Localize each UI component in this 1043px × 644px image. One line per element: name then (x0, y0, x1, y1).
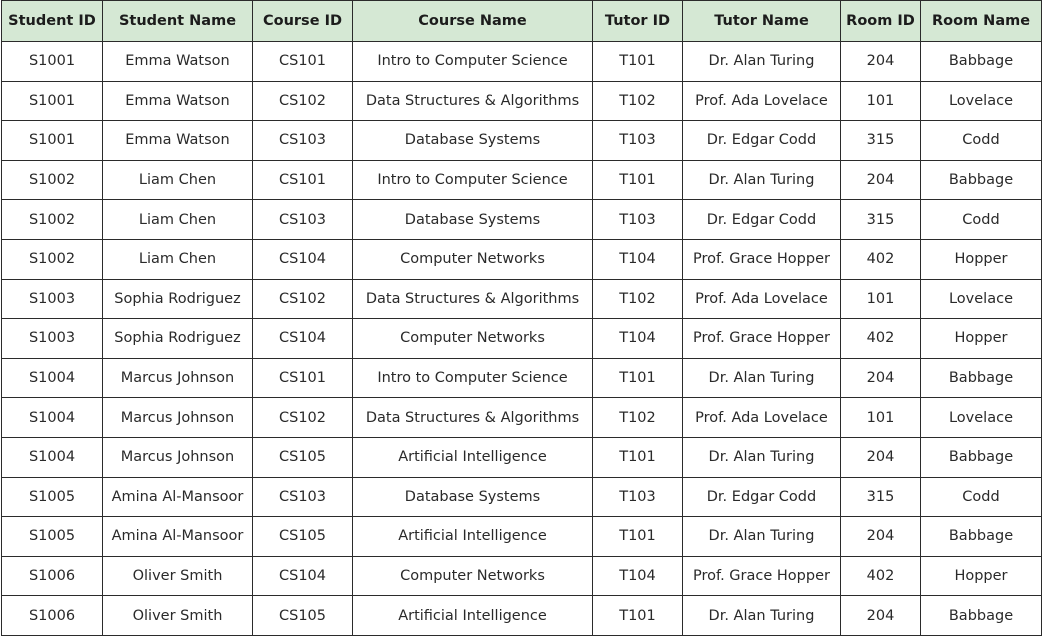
cell-course-id: CS105 (253, 596, 353, 636)
table-row (2, 319, 1042, 359)
cell-tutor-id: T101 (593, 358, 683, 398)
cell-course-id: CS101 (253, 42, 353, 82)
cell-student-id: S1001 (2, 121, 103, 161)
cell-room-name: Codd (921, 200, 1042, 240)
cell-course-name: Data Structures & Algorithms (353, 81, 593, 121)
column-header-tutor-id: Tutor ID (593, 1, 683, 42)
cell-course-id: CS101 (253, 160, 353, 200)
cell-student-name: Marcus Johnson (103, 398, 253, 438)
cell-student-id: S1004 (2, 437, 103, 477)
cell-course-name: Intro to Computer Science (353, 42, 593, 82)
cell-student-name: Liam Chen (103, 200, 253, 240)
cell-course-id: CS101 (253, 358, 353, 398)
cell-room-name: Babbage (921, 517, 1042, 557)
cell-room-name: Babbage (921, 160, 1042, 200)
cell-tutor-name: Prof. Ada Lovelace (683, 81, 841, 121)
cell-student-id: S1002 (2, 239, 103, 279)
cell-course-name: Intro to Computer Science (353, 160, 593, 200)
table-row (2, 279, 1042, 319)
table-row (2, 398, 1042, 438)
cell-room-id: 315 (841, 200, 921, 240)
cell-tutor-id: T102 (593, 81, 683, 121)
cell-tutor-name: Prof. Grace Hopper (683, 556, 841, 596)
cell-tutor-name: Prof. Grace Hopper (683, 319, 841, 359)
cell-tutor-id: T101 (593, 437, 683, 477)
column-header-student-name: Student Name (103, 1, 253, 42)
table-row (2, 477, 1042, 517)
cell-tutor-name: Dr. Alan Turing (683, 596, 841, 636)
cell-tutor-name: Dr. Edgar Codd (683, 121, 841, 161)
cell-tutor-name: Dr. Alan Turing (683, 358, 841, 398)
cell-course-name: Computer Networks (353, 239, 593, 279)
table-row (2, 517, 1042, 557)
column-header-tutor-name: Tutor Name (683, 1, 841, 42)
cell-tutor-name: Dr. Edgar Codd (683, 200, 841, 240)
table-row (2, 160, 1042, 200)
cell-room-id: 101 (841, 398, 921, 438)
cell-student-name: Sophia Rodriguez (103, 279, 253, 319)
cell-course-name: Intro to Computer Science (353, 358, 593, 398)
table-header-row (2, 1, 1042, 42)
cell-student-name: Emma Watson (103, 42, 253, 82)
table-row (2, 81, 1042, 121)
cell-course-name: Data Structures & Algorithms (353, 279, 593, 319)
table-row (2, 358, 1042, 398)
cell-student-name: Liam Chen (103, 160, 253, 200)
cell-student-name: Amina Al-Mansoor (103, 517, 253, 557)
cell-tutor-id: T103 (593, 200, 683, 240)
cell-room-id: 204 (841, 437, 921, 477)
cell-student-id: S1001 (2, 42, 103, 82)
cell-course-id: CS102 (253, 398, 353, 438)
table-row (2, 200, 1042, 240)
cell-student-id: S1005 (2, 517, 103, 557)
cell-tutor-name: Prof. Ada Lovelace (683, 398, 841, 438)
enrollment-table (1, 0, 1042, 636)
cell-course-name: Database Systems (353, 121, 593, 161)
column-header-student-id: Student ID (2, 1, 103, 42)
cell-room-name: Codd (921, 121, 1042, 161)
cell-student-id: S1001 (2, 81, 103, 121)
cell-room-id: 402 (841, 556, 921, 596)
cell-student-name: Amina Al-Mansoor (103, 477, 253, 517)
cell-room-id: 204 (841, 517, 921, 557)
cell-course-name: Artificial Intelligence (353, 517, 593, 557)
column-header-course-id: Course ID (253, 1, 353, 42)
table-row (2, 596, 1042, 636)
cell-student-name: Emma Watson (103, 81, 253, 121)
cell-student-id: S1002 (2, 160, 103, 200)
cell-room-id: 204 (841, 42, 921, 82)
cell-room-id: 402 (841, 319, 921, 359)
cell-student-name: Liam Chen (103, 239, 253, 279)
cell-course-name: Database Systems (353, 477, 593, 517)
table-row (2, 437, 1042, 477)
cell-student-name: Oliver Smith (103, 556, 253, 596)
cell-tutor-name: Dr. Alan Turing (683, 437, 841, 477)
cell-tutor-id: T104 (593, 319, 683, 359)
cell-course-name: Computer Networks (353, 556, 593, 596)
cell-course-id: CS104 (253, 239, 353, 279)
table-row (2, 121, 1042, 161)
cell-room-id: 402 (841, 239, 921, 279)
column-header-course-name: Course Name (353, 1, 593, 42)
cell-course-id: CS105 (253, 437, 353, 477)
cell-tutor-name: Prof. Grace Hopper (683, 239, 841, 279)
cell-student-id: S1004 (2, 398, 103, 438)
cell-room-id: 204 (841, 358, 921, 398)
cell-student-id: S1005 (2, 477, 103, 517)
cell-tutor-id: T103 (593, 121, 683, 161)
cell-tutor-name: Dr. Alan Turing (683, 42, 841, 82)
cell-student-id: S1004 (2, 358, 103, 398)
column-header-room-name: Room Name (921, 1, 1042, 42)
cell-course-name: Data Structures & Algorithms (353, 398, 593, 438)
cell-course-id: CS103 (253, 121, 353, 161)
cell-student-id: S1006 (2, 556, 103, 596)
cell-room-id: 315 (841, 477, 921, 517)
cell-course-name: Artificial Intelligence (353, 596, 593, 636)
cell-student-id: S1006 (2, 596, 103, 636)
cell-room-name: Babbage (921, 596, 1042, 636)
cell-student-name: Sophia Rodriguez (103, 319, 253, 359)
cell-tutor-id: T104 (593, 239, 683, 279)
cell-tutor-name: Dr. Edgar Codd (683, 477, 841, 517)
cell-room-name: Babbage (921, 42, 1042, 82)
cell-room-name: Hopper (921, 319, 1042, 359)
cell-tutor-name: Dr. Alan Turing (683, 160, 841, 200)
cell-tutor-id: T102 (593, 279, 683, 319)
cell-student-name: Emma Watson (103, 121, 253, 161)
cell-room-id: 315 (841, 121, 921, 161)
table-row (2, 556, 1042, 596)
cell-room-id: 204 (841, 160, 921, 200)
cell-room-id: 101 (841, 279, 921, 319)
cell-room-name: Lovelace (921, 398, 1042, 438)
cell-student-name: Marcus Johnson (103, 358, 253, 398)
cell-room-name: Hopper (921, 239, 1042, 279)
cell-course-id: CS104 (253, 556, 353, 596)
cell-course-id: CS103 (253, 200, 353, 240)
cell-student-name: Oliver Smith (103, 596, 253, 636)
cell-course-name: Artificial Intelligence (353, 437, 593, 477)
cell-room-name: Lovelace (921, 81, 1042, 121)
cell-tutor-id: T103 (593, 477, 683, 517)
cell-room-name: Babbage (921, 358, 1042, 398)
table-row (2, 239, 1042, 279)
cell-room-id: 204 (841, 596, 921, 636)
cell-tutor-id: T101 (593, 517, 683, 557)
cell-tutor-name: Dr. Alan Turing (683, 517, 841, 557)
cell-student-id: S1002 (2, 200, 103, 240)
cell-course-id: CS105 (253, 517, 353, 557)
cell-course-id: CS102 (253, 81, 353, 121)
table-row (2, 42, 1042, 82)
cell-tutor-name: Prof. Ada Lovelace (683, 279, 841, 319)
cell-student-id: S1003 (2, 279, 103, 319)
cell-course-name: Database Systems (353, 200, 593, 240)
cell-tutor-id: T101 (593, 42, 683, 82)
cell-course-id: CS104 (253, 319, 353, 359)
cell-room-name: Lovelace (921, 279, 1042, 319)
cell-tutor-id: T101 (593, 596, 683, 636)
cell-tutor-id: T101 (593, 160, 683, 200)
cell-room-name: Babbage (921, 437, 1042, 477)
cell-course-id: CS103 (253, 477, 353, 517)
cell-room-id: 101 (841, 81, 921, 121)
cell-tutor-id: T104 (593, 556, 683, 596)
cell-tutor-id: T102 (593, 398, 683, 438)
cell-student-id: S1003 (2, 319, 103, 359)
cell-course-id: CS102 (253, 279, 353, 319)
cell-room-name: Hopper (921, 556, 1042, 596)
cell-room-name: Codd (921, 477, 1042, 517)
cell-student-name: Marcus Johnson (103, 437, 253, 477)
cell-course-name: Computer Networks (353, 319, 593, 359)
column-header-room-id: Room ID (841, 1, 921, 42)
table-body (2, 42, 1042, 636)
